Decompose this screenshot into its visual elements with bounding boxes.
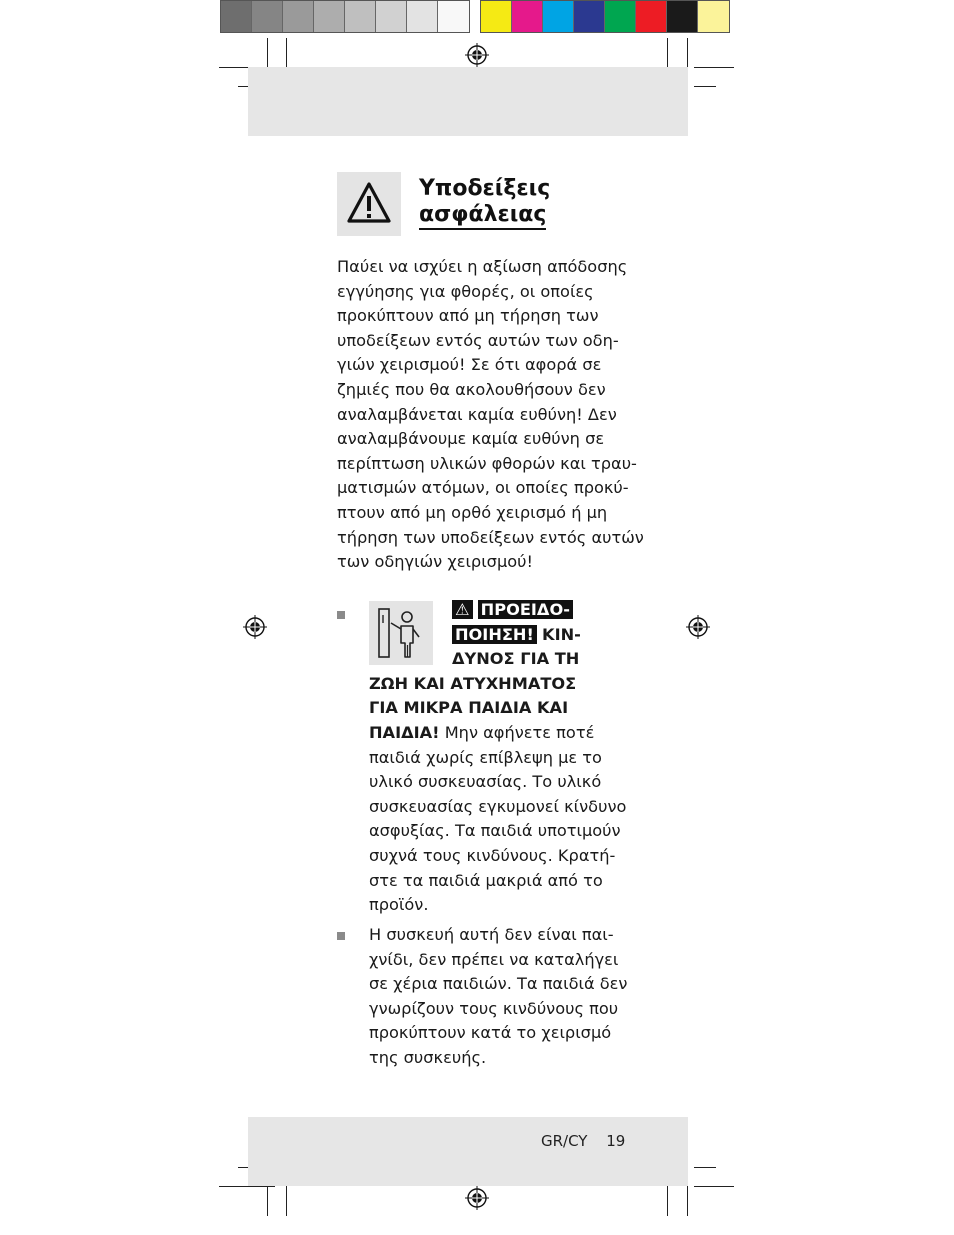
color-swatch	[636, 1, 667, 32]
gray-swatch	[376, 1, 407, 32]
color-swatch	[481, 1, 512, 32]
warning-bold-last: ΠΑΙΔΙΑ!	[369, 722, 440, 742]
color-swatch	[574, 1, 605, 32]
intro-line: εγγύησης για φθορές, οι οποίες	[337, 281, 594, 301]
warning-badge-icon: ⚠	[452, 600, 473, 619]
warning-bold-line: ΔΥΝΟΣ ΓΙΑ ΤΗ	[452, 649, 580, 669]
bullet-2-line: γνωρίζουν τους κινδύνους που	[369, 998, 619, 1018]
registration-mark-icon	[686, 615, 710, 639]
heading-line-1: Υποδείξεις	[419, 176, 551, 201]
gray-swatch	[345, 1, 376, 32]
section-heading	[419, 176, 550, 230]
heading-line-2: ασφάλειας	[419, 202, 546, 230]
color-calibration-strip	[480, 0, 730, 33]
color-swatch	[667, 1, 698, 32]
warning-badge-1: ΠΡΟΕΙΔΟ-	[478, 600, 573, 619]
bullet-1-line: προϊόν.	[369, 895, 429, 915]
bullet-marker	[337, 932, 345, 940]
crop-mark	[694, 86, 716, 87]
bullet-2-line: της συσκευής.	[369, 1047, 487, 1067]
bullet-1-line: στε τα παιδιά μακριά από το	[369, 870, 603, 890]
color-swatch	[698, 1, 729, 32]
page-footer	[541, 1132, 639, 1150]
gray-swatch	[314, 1, 345, 32]
intro-line: των οδηγιών χειρισμού!	[337, 552, 534, 572]
crop-mark	[219, 1186, 275, 1187]
intro-line: πτουν από μη ορθό χειρισμό ή μη	[337, 502, 608, 522]
bullet-item-1	[369, 598, 627, 918]
crop-mark	[694, 1186, 734, 1187]
crop-mark	[694, 67, 734, 68]
bullet-1-line: συσκευασίας εγκυμονεί κίνδυνο	[369, 796, 627, 816]
bullet-2-line: Η συσκευή αυτή δεν είναι παι-	[369, 925, 614, 944]
color-swatch	[543, 1, 574, 32]
intro-paragraph	[337, 255, 644, 575]
bullet-1-line: συχνά τους κινδύνους. Κρατή-	[369, 845, 616, 865]
intro-line: τήρηση των υποδείξεων εντός αυτών	[337, 527, 644, 547]
intro-line: ζημιές που θα ακολουθήσουν δεν	[337, 379, 606, 399]
registration-mark-icon	[465, 1186, 489, 1210]
footer-region: GR/CY	[541, 1132, 588, 1150]
warning-badge-line-1	[369, 598, 619, 623]
color-swatch	[605, 1, 636, 32]
gray-calibration-strip	[220, 0, 470, 33]
intro-line: προκύπτουν από μη τήρηση των	[337, 306, 599, 326]
color-swatch	[512, 1, 543, 32]
warning-badge-line-2	[369, 623, 619, 648]
bullet-item-2	[369, 923, 628, 1071]
intro-line: Παύει να ισχύει η αξίωση απόδοσης	[337, 257, 628, 276]
gray-swatch	[438, 1, 469, 32]
gray-swatch	[283, 1, 314, 32]
gray-swatch	[407, 1, 438, 32]
intro-line: γιών χειρισμού! Σε ότι αφορά σε	[337, 355, 602, 375]
registration-mark-icon	[465, 43, 489, 67]
page-number: 19	[606, 1132, 626, 1150]
gray-swatch	[221, 1, 252, 32]
intro-line: υποδείξεων εντός αυτών των οδη-	[337, 330, 619, 350]
warning-icon-box	[337, 172, 401, 236]
footer-band	[248, 1117, 688, 1186]
bullet-2-line: σε χέρια παιδιών. Τα παιδιά δεν	[369, 974, 628, 994]
bullet-1-line: ασφυξίας. Τα παιδιά υποτιμούν	[369, 821, 621, 841]
warning-triangle-icon	[337, 172, 401, 236]
gray-swatch	[252, 1, 283, 32]
intro-line: αναλαμβάνουμε καμία ευθύνη σε	[337, 429, 605, 449]
intro-line: περίπτωση υλικών φθορών και τραυ-	[337, 453, 637, 473]
bullet-marker	[337, 611, 345, 619]
bullet-1-line: υλικό συσκευασίας. Το υλικό	[369, 772, 602, 792]
intro-line: αναλαμβάνεται καμία ευθύνη! Δεν	[337, 404, 617, 424]
bullet-1-line: παιδιά χωρίς επίβλεψη με το	[369, 747, 602, 767]
bullet-1-line	[369, 721, 619, 746]
registration-mark-icon	[243, 615, 267, 639]
intro-line: ματισμών ατόμων, οι οποίες προκύ-	[337, 478, 629, 498]
warning-bold-text: ΚΙΝ-	[542, 624, 581, 644]
bullet-2-line: χνίδι, δεν πρέπει να καταλήγει	[369, 949, 619, 969]
bullet-2-line: προκύπτουν κατά το χειρισμό	[369, 1023, 612, 1043]
bullet-1-text-start: Μην αφήνετε ποτέ	[444, 722, 595, 742]
warning-bold-line: ΓΙΑ ΜΙΚΡΑ ΠΑΙΔΙΑ ΚΑΙ	[369, 698, 569, 718]
header-band	[248, 67, 688, 136]
warning-bold-line: ΖΩΗ ΚΑΙ ΑΤΥΧΗΜΑΤΟΣ	[369, 673, 577, 693]
crop-mark	[694, 1167, 716, 1168]
warning-badge-2: ΠΟΙΗΣΗ!	[452, 625, 537, 644]
